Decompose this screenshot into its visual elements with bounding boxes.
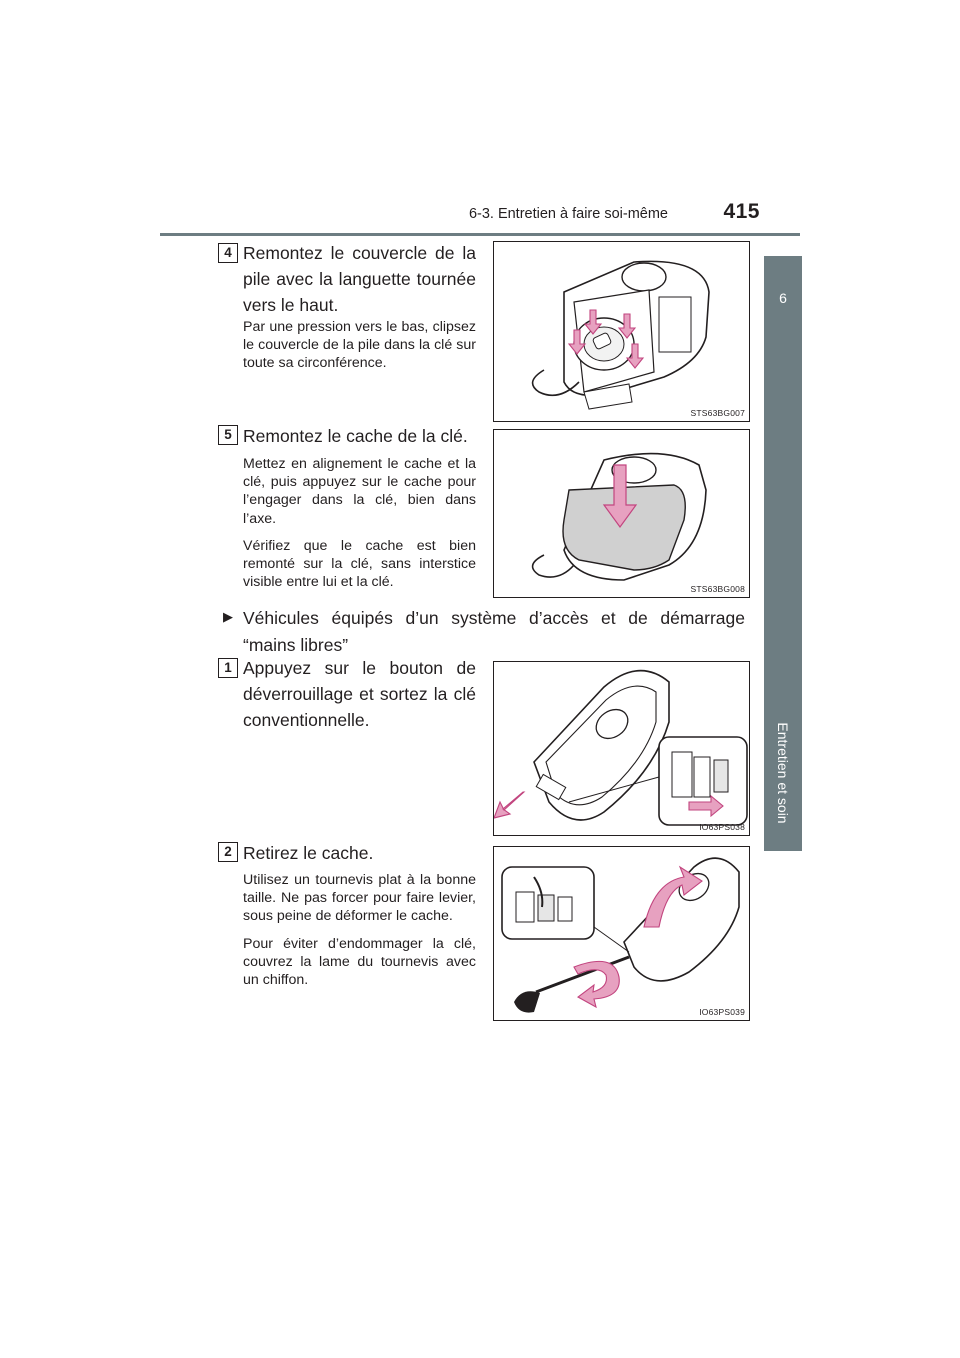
step-notes: [243, 871, 476, 989]
step-title: Remontez le cache de la clé.: [243, 426, 468, 446]
figure-release-button: [493, 661, 750, 836]
figure-key-cover: [493, 429, 750, 598]
step-note: Par une pression vers le bas, clipsez le couvercle de la pile dans la clé sur toute sa circonférence.: [243, 319, 476, 372]
key-remove-cover-illustration: [494, 847, 750, 1021]
step-badge: 1: [218, 658, 238, 678]
header-rule: [160, 233, 800, 236]
step-title: Remontez le couvercle de la pile avec la languette tournée vers le haut.: [243, 243, 476, 315]
step-badge: 2: [218, 842, 238, 862]
step-notes: [243, 455, 476, 591]
page-number: 415: [723, 200, 760, 223]
step-note: Mettez en alignement le cache et la clé, puis appuyez sur le cache pour l’engager dans la clé, bien dans l’axe.: [243, 456, 476, 527]
triangle-bullet-icon: ▶: [223, 609, 233, 624]
chapter-tab-number: 6: [779, 290, 787, 306]
sub-heading: Véhicules équipés d’un système d’accès et de démarrage “mains libres”: [243, 608, 745, 655]
step-notes: [243, 318, 476, 373]
step-note: Pour éviter d’endommager la clé, couvrez la lame du tournevis avec un chiffon.: [243, 935, 476, 989]
key-release-illustration: [494, 662, 750, 836]
figure-code: IO63PS038: [699, 822, 745, 832]
chapter-tab-label-text: Entretien et soin: [775, 722, 791, 824]
step-badge: 4: [218, 243, 238, 263]
step-title: Retirez le cache.: [243, 843, 374, 863]
rotate-arrow: [574, 961, 619, 1007]
chapter-tab-label: [756, 688, 810, 858]
section-title: 6-3. Entretien à faire soi-même: [468, 206, 668, 222]
key-battery-illustration: [494, 242, 750, 422]
figure-battery-cover: [493, 241, 750, 422]
pull-out-arrow: [494, 792, 524, 818]
figure-remove-cover: [493, 846, 750, 1021]
figure-code: STS63BG007: [690, 408, 745, 418]
step-badge: 5: [218, 425, 238, 445]
step-note: Vérifiez que le cache est bien remonté sur la clé, sans interstice visible entre lui et la clé.: [243, 537, 476, 591]
step-note: Utilisez un tournevis plat à la bonne taille. Ne pas forcer pour faire levier, sous peine de déformer le cache.: [243, 872, 476, 925]
figure-code: STS63BG008: [690, 584, 745, 594]
step-title: Appuyez sur le bouton de déverrouillage et sortez la clé conventionnelle.: [243, 658, 476, 730]
key-cover-illustration: [494, 430, 750, 598]
figure-code: IO63PS039: [699, 1007, 745, 1017]
